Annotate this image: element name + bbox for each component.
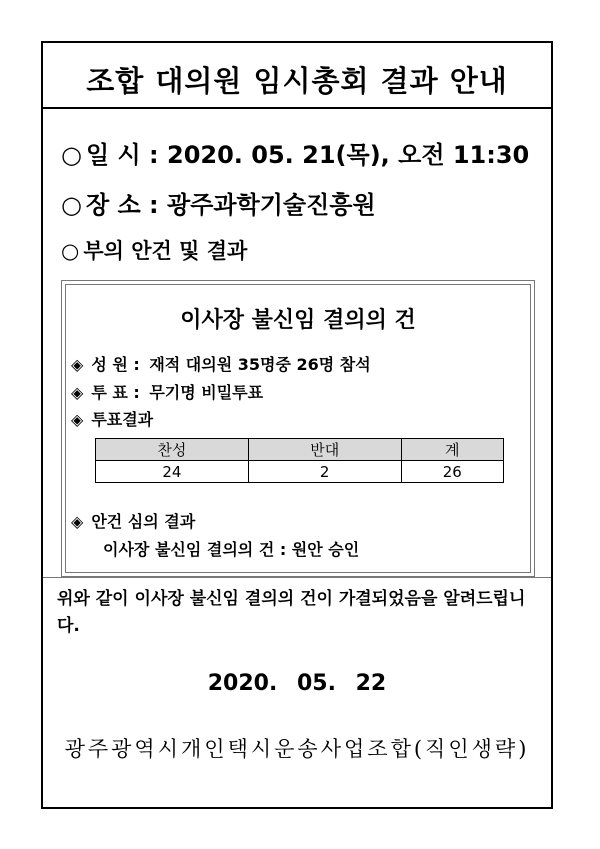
members-row xyxy=(71,352,371,375)
place-value: 광주과학기술진흥원 xyxy=(167,191,376,219)
bullet-circle: ○ xyxy=(61,191,82,219)
place-label: 장 소 : xyxy=(85,191,159,219)
diamond-bullet-icon: ◈ xyxy=(71,410,84,429)
vote-result-table xyxy=(95,438,504,483)
value-oppose: 2 xyxy=(248,461,401,483)
header-approve: 찬성 xyxy=(96,439,249,461)
vote-result-row xyxy=(71,407,153,430)
agenda-heading: 부의 안건 및 결과 xyxy=(83,239,248,263)
deliberation-row xyxy=(71,509,195,532)
vote-result-label: 투표결과 xyxy=(91,410,154,429)
header-oppose: 반대 xyxy=(248,439,401,461)
agenda-box xyxy=(61,280,535,577)
meeting-place-row xyxy=(61,185,376,220)
diamond-bullet-icon: ◈ xyxy=(71,355,84,374)
deliberation-result: 이사장 불신임 결의의 건 : 원안 승인 xyxy=(103,540,360,559)
value-approve: 24 xyxy=(96,461,249,483)
title-divider xyxy=(43,107,551,109)
table-header-row xyxy=(96,439,504,461)
vote-method-row xyxy=(71,380,263,403)
bullet-circle: ○ xyxy=(61,141,82,169)
vote-value: 무기명 비밀투표 xyxy=(149,383,264,402)
table-row xyxy=(96,461,504,483)
notice-frame xyxy=(41,41,553,809)
bullet-circle: ○ xyxy=(61,239,80,263)
organization-name: 광주광역시개인택시운송사업조합(직인생략) xyxy=(64,737,530,761)
section-divider xyxy=(43,577,551,578)
agenda-heading-row xyxy=(61,235,247,265)
page-title: 조합 대의원 임시총회 결과 안내 xyxy=(86,64,508,98)
deliberation-label: 안건 심의 결과 xyxy=(91,512,196,531)
meeting-date-row xyxy=(61,135,529,170)
diamond-bullet-icon: ◈ xyxy=(71,512,84,531)
issue-date: 2020. 05. 22 xyxy=(207,671,387,696)
members-label: 성 원 : xyxy=(91,355,140,374)
date-value: 2020. 05. 21(목), 오전 11:30 xyxy=(167,141,530,169)
value-total: 26 xyxy=(401,461,503,483)
members-value: 재적 대의원 35명중 26명 참석 xyxy=(149,355,371,374)
agenda-title: 이사장 불신임 결의의 건 xyxy=(180,308,416,333)
notice-text: 위와 같이 이사장 불신임 결의의 건이 가결되었음을 알려드립니다. xyxy=(57,589,526,636)
date-label: 일 시 : xyxy=(85,141,159,169)
header-total: 계 xyxy=(401,439,503,461)
diamond-bullet-icon: ◈ xyxy=(71,383,84,402)
vote-label: 투 표 : xyxy=(91,383,140,402)
